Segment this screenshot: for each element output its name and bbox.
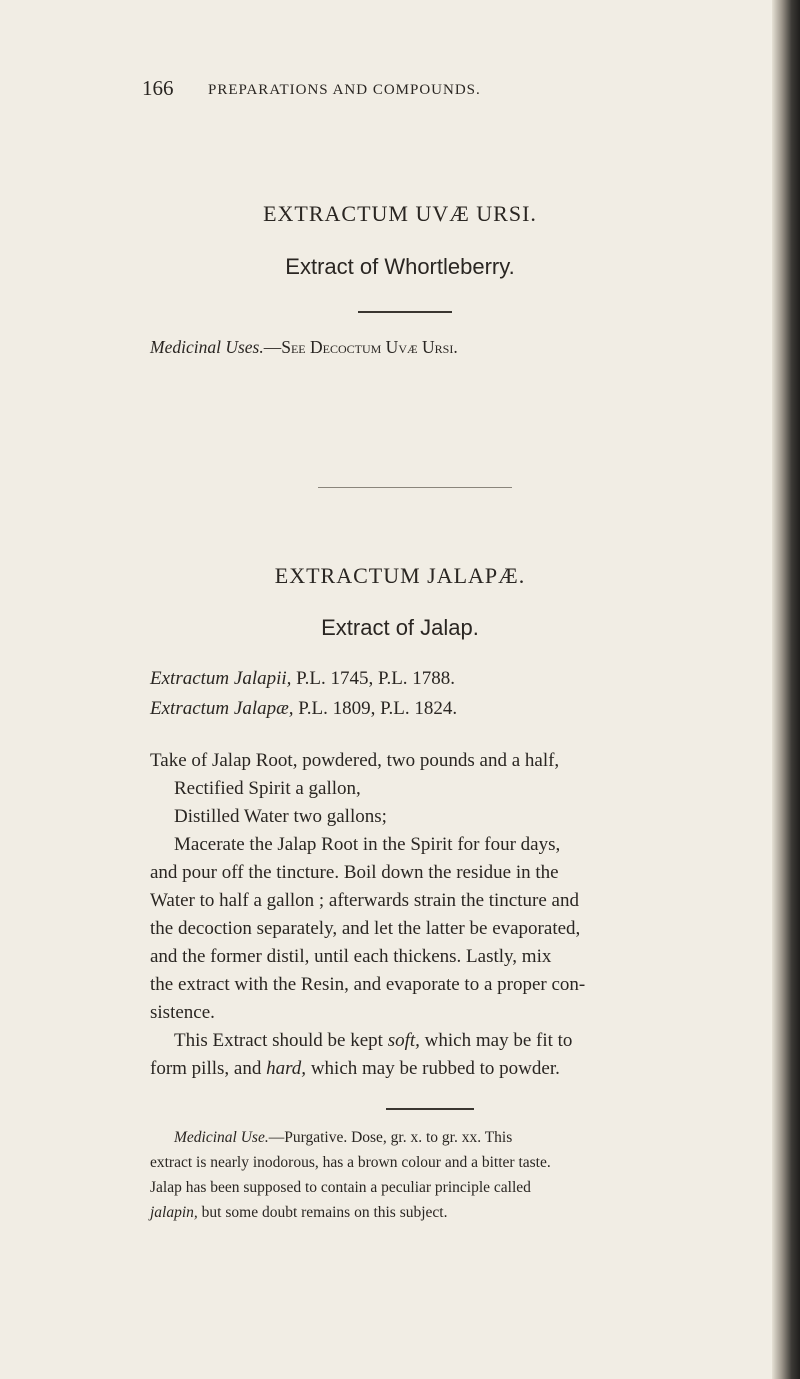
synonym-line-1 xyxy=(150,668,455,690)
short-rule xyxy=(358,311,452,313)
recipe-line: the decoction separately, and let the latter be evaporated, xyxy=(150,918,581,939)
synonym-refs-2: P.L. 1809, P.L. 1824. xyxy=(293,698,458,719)
medicinal-use-line-1: Medicinal Use.—Purgative. Dose, gr. x. to gr. xx. This xyxy=(174,1129,513,1146)
medicinal-uses-label: Medicinal Uses. xyxy=(150,337,264,357)
medicinal-uses-line xyxy=(150,337,458,358)
running-title: PREPARATIONS AND COMPOUNDS. xyxy=(208,82,481,98)
section-title-jalapae: EXTRACTUM JALAPÆ. xyxy=(274,563,526,588)
recipe-line: Take of Jalap Root, powdered, two pounds and a half, xyxy=(150,750,560,771)
recipe-line: Water to half a gallon ; afterwards strain the tincture and xyxy=(150,890,579,911)
recipe-line: and the former distil, until each thickens. Lastly, mix xyxy=(150,946,552,967)
medicinal-use-line-3: Jalap has been supposed to contain a peculiar principle called xyxy=(150,1179,531,1196)
note-line-1: This Extract should be kept soft, which may be fit to xyxy=(174,1030,573,1051)
synonym-line-2 xyxy=(150,698,457,720)
medicinal-use-line-4: jalapin, but some doubt remains on this subject. xyxy=(150,1204,448,1221)
recipe-line: Distilled Water two gallons; xyxy=(174,806,387,827)
note-soft: soft, xyxy=(387,1030,420,1051)
synonym-name-1: Extractum Jalapii, xyxy=(150,668,292,689)
recipe-line: and pour off the tincture. Boil down the residue in the xyxy=(150,862,559,883)
medicinal-use-line-2: extract is nearly inodorous, has a brown colour and a bitter taste. xyxy=(150,1154,551,1171)
short-rule xyxy=(386,1108,474,1110)
synonym-refs-1: P.L. 1745, P.L. 1788. xyxy=(291,668,456,689)
section-subtitle-jalap: Extract of Jalap. xyxy=(321,615,479,640)
jalapin-term: jalapin, xyxy=(150,1204,198,1221)
section-title-uvae-ursi: EXTRACTUM UVÆ URSI. xyxy=(263,201,537,226)
recipe-line: Macerate the Jalap Root in the Spirit for four days, xyxy=(174,834,561,855)
note-hard: hard, xyxy=(266,1058,307,1079)
synonym-name-2: Extractum Jalapæ, xyxy=(150,698,294,719)
section-subtitle-whortleberry: Extract of Whortleberry. xyxy=(285,254,515,279)
recipe-line: the extract with the Resin, and evaporate to a proper con- xyxy=(150,974,586,995)
note-line-2: form pills, and hard, which may be rubbed to powder. xyxy=(150,1058,560,1079)
medicinal-uses-text: —See Decoctum Uvæ Ursi. xyxy=(263,337,458,357)
recipe-line: sistence. xyxy=(150,1002,215,1023)
page-number: 166 xyxy=(142,76,174,100)
recipe-line: Rectified Spirit a gallon, xyxy=(174,778,361,799)
medicinal-use-label: Medicinal Use. xyxy=(174,1129,269,1146)
section-divider xyxy=(318,487,512,488)
